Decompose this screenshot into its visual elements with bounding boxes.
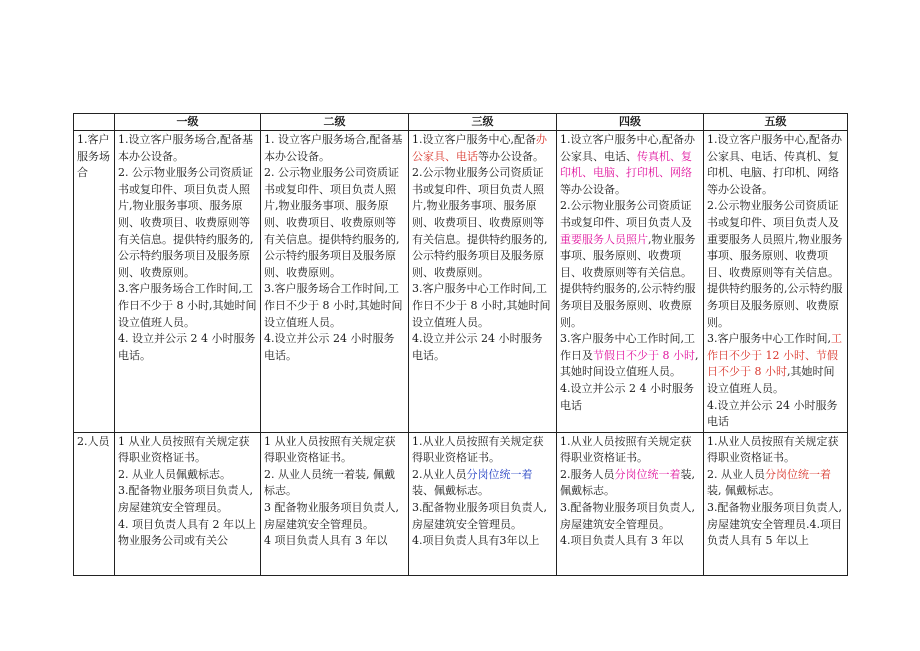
highlighted-text: 传真机、复印机、电脑、打印机、网络 xyxy=(560,149,692,180)
row-customer-service xyxy=(74,131,848,433)
cell-text: 1.从业人员按照有关规定获得职业资格证书。 xyxy=(707,434,839,465)
cell-text: 1 从业人员按照有关规定获得职业资格证书。 xyxy=(118,434,250,465)
cell-paragraph xyxy=(560,500,700,533)
cell-text: 等办公设备。 xyxy=(478,149,544,163)
cell-paragraph xyxy=(118,132,257,165)
header-level-3: 三级 xyxy=(409,114,557,131)
cell-paragraph xyxy=(412,467,553,500)
cell-paragraph xyxy=(560,533,700,550)
cell-paragraph xyxy=(412,281,553,331)
highlighted-text: 节假日不少于 8 小时 xyxy=(593,348,695,362)
cell-text: 2.服务人员 xyxy=(560,467,615,481)
table-cell xyxy=(115,432,261,575)
cell-paragraph xyxy=(412,132,553,165)
cell-paragraph xyxy=(412,165,553,281)
cell-text: 2.从业人员 xyxy=(412,467,467,481)
cell-paragraph xyxy=(412,533,553,550)
cell-paragraph xyxy=(264,434,405,467)
cell-text: 1.设立客户服务中心,配备办公家具、电话、传真机、复印机、电脑、打印机、网络等办公设备。 xyxy=(707,133,842,196)
cell-paragraph xyxy=(264,533,405,550)
table-cell xyxy=(261,432,409,575)
table-cell xyxy=(557,432,704,575)
cell-text: 装, 佩戴标志。 xyxy=(560,467,695,498)
cell-text: 装、佩戴标志。 xyxy=(412,484,489,498)
cell-text: 2. 公示物业服务公司资质证书或复印件、项目负责人照片,物业服务事项、服务原则、收费项目、收费原则等有关信息。提供特约服务的,公示特约服务项目及服务原则、收费原则。 xyxy=(264,166,400,279)
cell-text: ,物业服务事项、服务原则、收费项目、收费原则等有关信息。提供特约服务的,公示特约服务项目及服务原则、收费原则。 xyxy=(560,232,696,329)
cell-paragraph xyxy=(560,381,700,414)
row-label-customer-service: 1.客户服务场合 xyxy=(74,131,115,433)
cell-text: 3.客户服务场合工作时间,工作日不少于 8 小时,其她时间设立值班人员。 xyxy=(264,282,403,329)
cell-text: 3.配备物业服务项目负责人, 房屋建筑安全管理员。 xyxy=(118,484,253,515)
highlighted-text: 重要服务人员照片 xyxy=(560,232,648,246)
highlighted-text: 分岗位统一着 xyxy=(765,467,831,481)
cell-paragraph xyxy=(707,467,844,500)
cell-text: 4.设立并公示 24 小时服务电话。 xyxy=(264,332,395,362)
header-level-4: 四级 xyxy=(557,114,704,131)
header-level-2: 二级 xyxy=(261,114,409,131)
header-level-5: 五级 xyxy=(704,114,848,131)
cell-paragraph xyxy=(707,434,844,467)
cell-paragraph xyxy=(412,434,553,467)
highlighted-text: 工作日不少于 12 小时、节假日不少于 8 小时 xyxy=(707,332,842,379)
cell-text: 1 从业人员按照有关规定获得职业资格证书。 xyxy=(264,434,396,465)
header-corner xyxy=(74,114,115,131)
cell-paragraph xyxy=(412,500,553,533)
cell-text: 1.从业人员按照有关规定获得职业资格证书。 xyxy=(412,434,544,465)
highlighted-text: 分岗位统一着 xyxy=(614,467,681,481)
cell-text: 3.客户服务中心工作时间,工作日不少于 8 小时,其她时间设立值班人员。 xyxy=(412,282,551,329)
header-level-1: 一级 xyxy=(115,114,261,131)
cell-paragraph xyxy=(707,398,844,431)
cell-text: 3.客户服务场合工作时间,工作日不少于 8 小时,其她时间设立值班人员。 xyxy=(118,282,257,329)
cell-paragraph xyxy=(412,331,553,364)
cell-text: 4.项目负责人具有3年以上 xyxy=(412,534,540,548)
cell-paragraph xyxy=(707,331,844,397)
cell-text: ,其她时间设立值班人员。 xyxy=(560,348,699,379)
cell-paragraph xyxy=(707,500,844,550)
cell-paragraph xyxy=(560,467,700,500)
service-standards-table xyxy=(73,113,848,576)
cell-paragraph xyxy=(560,434,700,467)
cell-paragraph xyxy=(264,281,405,331)
cell-paragraph xyxy=(118,483,257,516)
cell-paragraph xyxy=(560,132,700,198)
cell-paragraph xyxy=(118,434,257,467)
table-cell xyxy=(557,131,704,433)
cell-text: 等办公设备。 xyxy=(560,182,626,196)
table-cell xyxy=(704,131,848,433)
cell-paragraph xyxy=(264,467,405,500)
cell-text: 3 配备物业服务项目负责人, 房屋建筑安全管理员。 xyxy=(264,501,399,531)
cell-text: 4 项目负责人具有 3 年以 xyxy=(264,534,388,548)
cell-paragraph xyxy=(264,165,405,281)
cell-text: 2.公示物业服务公司资质证书或复印件、项目负责人照片,物业服务事项、服务原则、收费项目、收费原则等有关信息。提供特约服务的,公示特约服务项目及服务原则、收费原则。 xyxy=(412,166,548,279)
cell-paragraph xyxy=(264,132,405,165)
cell-text: 4. 项目负责人具有 2 年以上物业服务公司或有关公 xyxy=(118,517,256,548)
cell-text: 3.客户服务中心工作时间, xyxy=(707,332,831,346)
cell-paragraph xyxy=(707,132,844,198)
cell-text: 2.公示物业服务公司资质证书或复印件、项目负责人及重要服务人员照片,物业服务事项、服务原则、收费项目、收费原则等有关信息。提供特约服务的,公示特约服务项目及服务原则、收费原则。 xyxy=(707,199,843,329)
cell-text: 1.设立客户服务场合,配备基本办公设备。 xyxy=(118,133,253,163)
cell-text: 2. 从业人员佩戴标志。 xyxy=(118,467,231,481)
cell-paragraph xyxy=(118,467,257,484)
cell-text: 1.设立客户服务中心,配备 xyxy=(412,133,536,146)
row-label-personnel: 2.人员 xyxy=(74,432,115,575)
cell-text: 2. 从业人员 xyxy=(707,467,765,481)
cell-text: 3.配备物业服务项目负责人, 房屋建筑安全管理员.4.项目负责人具有 5 年以上 xyxy=(707,501,842,548)
cell-text: 3.配备物业服务项目负责人, 房屋建筑安全管理员。 xyxy=(412,501,547,531)
cell-paragraph xyxy=(707,198,844,331)
row-personnel xyxy=(74,432,848,575)
table-cell xyxy=(409,131,557,433)
cell-text: 1. 设立客户服务场合,配备基本办公设备。 xyxy=(264,133,403,163)
header-row xyxy=(74,114,848,131)
cell-paragraph xyxy=(118,517,257,550)
cell-text: 4.项目负责人具有 3 年以 xyxy=(560,534,684,548)
highlighted-text: 分岗位统一着 xyxy=(466,467,533,481)
table-cell xyxy=(261,131,409,433)
cell-text: 装, 佩戴标志。 xyxy=(707,484,780,498)
cell-paragraph xyxy=(118,331,257,364)
cell-text: 4.设立并公示 2 4 小时服务电话 xyxy=(560,381,694,412)
cell-text: 2. 公示物业服务公司资质证书或复印件、项目负责人照片,物业服务事项、服务原则、收费项目、收费原则等有关信息。提供特约服务的,公示特约服务项目及服务原则、收费原则。 xyxy=(118,166,254,279)
cell-text: 3.客户服务中心工作时间,工作日及 xyxy=(560,332,695,362)
cell-paragraph xyxy=(118,281,257,331)
table-cell xyxy=(704,432,848,575)
table-cell xyxy=(409,432,557,575)
cell-paragraph xyxy=(560,331,700,381)
cell-text: 4. 设立并公示 2 4 小时服务电话。 xyxy=(118,332,256,362)
cell-paragraph xyxy=(118,165,257,281)
cell-text: 2. 从业人员统一着装, 佩戴标志。 xyxy=(264,467,395,498)
cell-text: 3.配备物业服务项目负责人, 房屋建筑安全管理员。 xyxy=(560,501,695,531)
cell-text: 1.从业人员按照有关规定获得职业资格证书。 xyxy=(560,434,692,465)
cell-text: ,其她时间设立值班人员。 xyxy=(707,365,835,395)
cell-text: 4.设立并公示 24 小时服务电话。 xyxy=(412,332,543,362)
cell-text: 1.设立客户服务中心,配备办公家具、电话、 xyxy=(560,133,695,163)
highlighted-text: 办公家具、电话 xyxy=(412,133,547,163)
cell-paragraph xyxy=(264,500,405,533)
cell-text: 2.公示物业服务公司资质证书或复印件、项目负责人及 xyxy=(560,199,692,229)
table-cell xyxy=(115,131,261,433)
cell-paragraph xyxy=(560,198,700,331)
cell-paragraph xyxy=(264,331,405,364)
cell-text: 4.设立并公示 24 小时服务电话 xyxy=(707,398,838,429)
